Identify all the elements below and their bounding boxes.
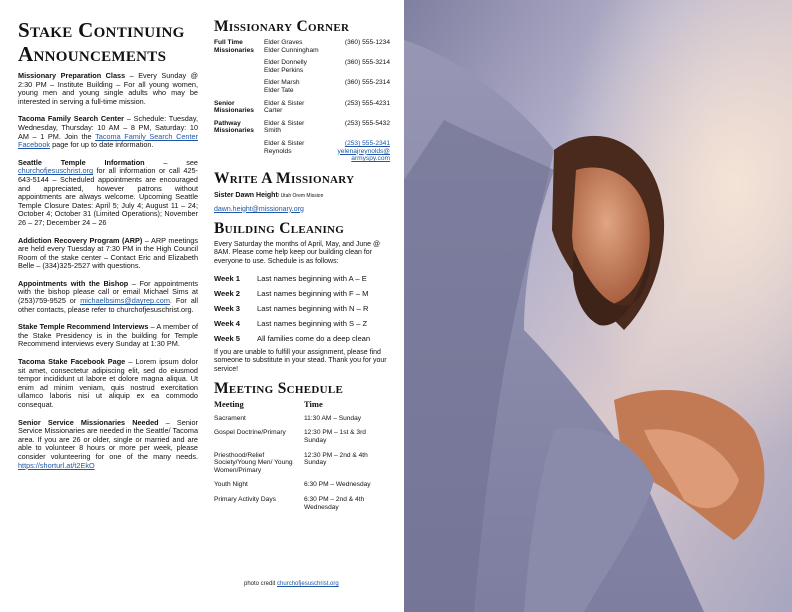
announcement-text: – ARP meetings are held every Tuesday at 7:30 PM in the High Council Room of the stake center – Contact Eric and Elizabeth Belle – (334)325-2527 with questions. xyxy=(18,235,199,271)
announcement-heading: Addiction Recovery Program (ARP) xyxy=(18,235,143,245)
missionary-names: Elder & Sister Carter xyxy=(264,99,305,115)
missionary-mission: / Utah Orem Mission xyxy=(277,192,324,199)
missionary-phone: (253) 555-4231 xyxy=(344,99,390,107)
missionary-category: Pathway Missionaries xyxy=(214,119,254,135)
week-desc: Last names beginning with F – M xyxy=(257,288,369,298)
table-row xyxy=(214,79,390,99)
announcement-text: page for up to date information. xyxy=(50,140,154,150)
announcement-item xyxy=(18,159,198,228)
announcement-item xyxy=(18,280,198,314)
missionary-phone: (253) 555-5432 xyxy=(344,119,390,127)
table-row xyxy=(214,429,390,451)
missionary-category: Senior Missionaries xyxy=(214,99,254,115)
meeting-time: 12:30 PM – 1st & 3rd Sunday xyxy=(304,429,366,444)
list-item xyxy=(214,286,390,301)
list-item xyxy=(214,271,390,286)
meeting-name: Sacrament xyxy=(214,414,246,422)
announcement-heading: Appointments with the Bishop xyxy=(18,278,129,288)
week-desc: All families come do a deep clean xyxy=(257,333,371,343)
week-desc: Last names beginning with N – R xyxy=(257,303,369,313)
building-cleaning-title: Building Cleaning xyxy=(214,219,345,237)
announcements-title: Stake Continuing Announcements xyxy=(18,18,185,66)
announcement-item xyxy=(18,115,198,149)
painting-image xyxy=(404,0,792,612)
announcement-heading: Missionary Preparation Class xyxy=(18,71,126,80)
missionary-contact xyxy=(214,191,390,201)
announcement-item xyxy=(18,237,198,271)
announcement-text: – Schedule: Tuesday, Wednesday, Thursday: 10 AM – 8 PM, Saturday: 10 AM – 1 PM. Join the xyxy=(18,114,199,141)
missionary-category xyxy=(214,140,264,168)
missionary-names: Elder & Sister Smith xyxy=(264,119,305,135)
missionary-names: Elder Marsh Elder Tate xyxy=(264,79,300,94)
announcement-text: – For appointments with the bishop please call or email Michael Sims at (253)759-9525 or xyxy=(18,278,198,306)
col-meeting-header: Meeting xyxy=(214,399,244,410)
missionary-names: Elder & Sister Reynolds xyxy=(264,139,305,155)
meeting-table xyxy=(214,401,390,518)
week-label: Week 3 xyxy=(214,303,241,313)
announcement-text: . For all other contacts, please refer to churchofjesuschrist.org. xyxy=(18,296,199,314)
building-cleaning-note: If you are unable to fulfill your assignment, please find someone to substitute in your stead. Thank you for your service! xyxy=(214,348,387,373)
missionary-table xyxy=(214,39,390,168)
announcement-heading: Tacoma Stake Facebook Page xyxy=(18,357,126,367)
table-row xyxy=(214,100,390,120)
missionary-phone-email-link[interactable]: (253) 555-2341 yelenajreynolds@ armyspy.com xyxy=(337,139,390,163)
meeting-schedule-title: Meeting Schedule xyxy=(214,380,344,398)
announcement-heading: Seattle Temple Information xyxy=(18,157,145,167)
missionary-email-link[interactable]: dawn.height@missionary.org xyxy=(214,205,304,213)
table-row xyxy=(214,496,390,518)
announcement-heading: Stake Temple Recommend Interviews xyxy=(18,322,149,332)
table-row xyxy=(214,140,390,168)
table-row xyxy=(214,452,390,482)
building-cleaning-intro: Every Saturday the months of April, May, and June @ 8AM. Please come help keep our building clean for everyone to use. Schedule is as follows: xyxy=(214,240,381,265)
meeting-name: Youth Night xyxy=(214,481,248,489)
missionary-phone: (360) 555-2314 xyxy=(344,79,390,87)
announcement-text: – Every Sunday @ 2:30 PM – Institute Building – For all young women, young men and young single adults who may be interested in serving a full-time mission. xyxy=(18,71,198,106)
table-row xyxy=(214,59,390,79)
missionary-name: Sister Dawn Height xyxy=(214,191,278,199)
announcement-text: – see xyxy=(144,157,198,167)
meeting-name: Gospel Doctrine/Primary xyxy=(214,429,286,437)
meeting-time: 11:30 AM – Sunday xyxy=(304,414,362,422)
bishop-email-link[interactable]: michaelbsims@dayrep.com xyxy=(80,296,170,306)
missionary-category xyxy=(214,79,264,99)
meeting-name: Priesthood/Relief Society/Young Men/ Young Women/Primary xyxy=(214,451,293,474)
announcement-text: – Senior Service Missionaries are needed in the Seattle/ Tacoma area. If you are 26 or older, single or married and are able to volunteer 8 hours or more per week, please consider volunteering for one of the many needs. xyxy=(18,417,198,461)
announcement-text: – A member of the Stake Presidency is in the building for Temple Recommend interviews every Sunday at 1:30 PM. xyxy=(18,322,198,349)
announcement-list xyxy=(18,72,198,470)
announcement-heading: Tacoma Family Search Center xyxy=(18,114,125,124)
missionary-category: Full Time Missionaries xyxy=(214,39,254,54)
list-item xyxy=(214,331,390,346)
table-row xyxy=(214,481,390,496)
announcement-item xyxy=(18,419,198,471)
announcement-text: for all information or call 425-643-5144 – Scheduled appointments are encouraged and appreciated, however patrons without appointments are always welcome. Upcoming Seattle Temple Closure Dates: April 5; July 4; August 11 – 24; October 4; October 31 (Limited Operations); November 26 – 27; December 24 – 26 xyxy=(18,166,198,227)
announcement-text: – Lorem ipsum dolor sit amet, consectetur adipiscing elit, sed do eiusmod tempor incididunt ut labore et dolore magna aliqua. Ut enim ad minim veniam, quis nostrud exercitation ullamco laboris nisi ut aliquip ex ea commodo consequat. xyxy=(18,357,198,409)
missionary-category xyxy=(214,59,264,79)
week-label: Week 5 xyxy=(214,333,241,343)
week-label: Week 4 xyxy=(214,318,241,328)
christ-painting xyxy=(404,0,792,612)
list-item xyxy=(214,316,390,331)
missionary-names: Elder Graves Elder Cunningham xyxy=(264,39,319,54)
week-label: Week 2 xyxy=(214,288,241,298)
meeting-time: 6:30 PM – 2nd & 4th Wednesday xyxy=(304,495,365,511)
write-missionary-title: Write A Missionary xyxy=(214,169,355,187)
photo-credit xyxy=(244,581,339,587)
meeting-time: 6:30 PM – Wednesday xyxy=(304,481,371,489)
announcement-item xyxy=(18,358,198,410)
missionary-corner-title: Missionary Corner xyxy=(214,18,350,35)
missionary-phone: (360) 555-1234 xyxy=(344,39,390,46)
announcements-column xyxy=(18,18,198,479)
missionary-names: Elder Donnelly Elder Perkins xyxy=(264,59,307,74)
list-item xyxy=(214,301,390,316)
senior-service-link[interactable]: https://shorturl.at/t2EkO xyxy=(18,460,95,470)
week-desc: Last names beginning with A – E xyxy=(257,273,367,283)
week-label: Week 1 xyxy=(214,273,241,283)
missionary-phone: (360) 555-3214 xyxy=(344,59,390,67)
family-search-facebook-link[interactable]: Tacoma Family Search Center Facebook xyxy=(18,131,198,150)
week-desc: Last names beginning with S – Z xyxy=(257,318,368,328)
meeting-name: Primary Activity Days xyxy=(214,495,276,503)
temple-info-link[interactable]: churchofjesuschrist.org xyxy=(18,166,94,176)
meeting-time: 12:30 PM – 2nd & 4th Sunday xyxy=(304,451,368,467)
col-time-header: Time xyxy=(304,399,323,410)
middle-column xyxy=(214,18,390,518)
table-row xyxy=(214,120,390,140)
photo-credit-link[interactable]: churchofjesuschrist.org xyxy=(277,581,339,587)
table-header xyxy=(214,401,390,415)
table-row xyxy=(214,39,390,59)
announcement-heading: Senior Service Missionaries Needed xyxy=(18,417,159,427)
table-row xyxy=(214,415,390,430)
photo-credit-label: photo credit xyxy=(244,581,278,587)
announcement-item xyxy=(18,72,198,106)
announcement-item xyxy=(18,323,198,349)
cleaning-schedule xyxy=(214,271,390,346)
